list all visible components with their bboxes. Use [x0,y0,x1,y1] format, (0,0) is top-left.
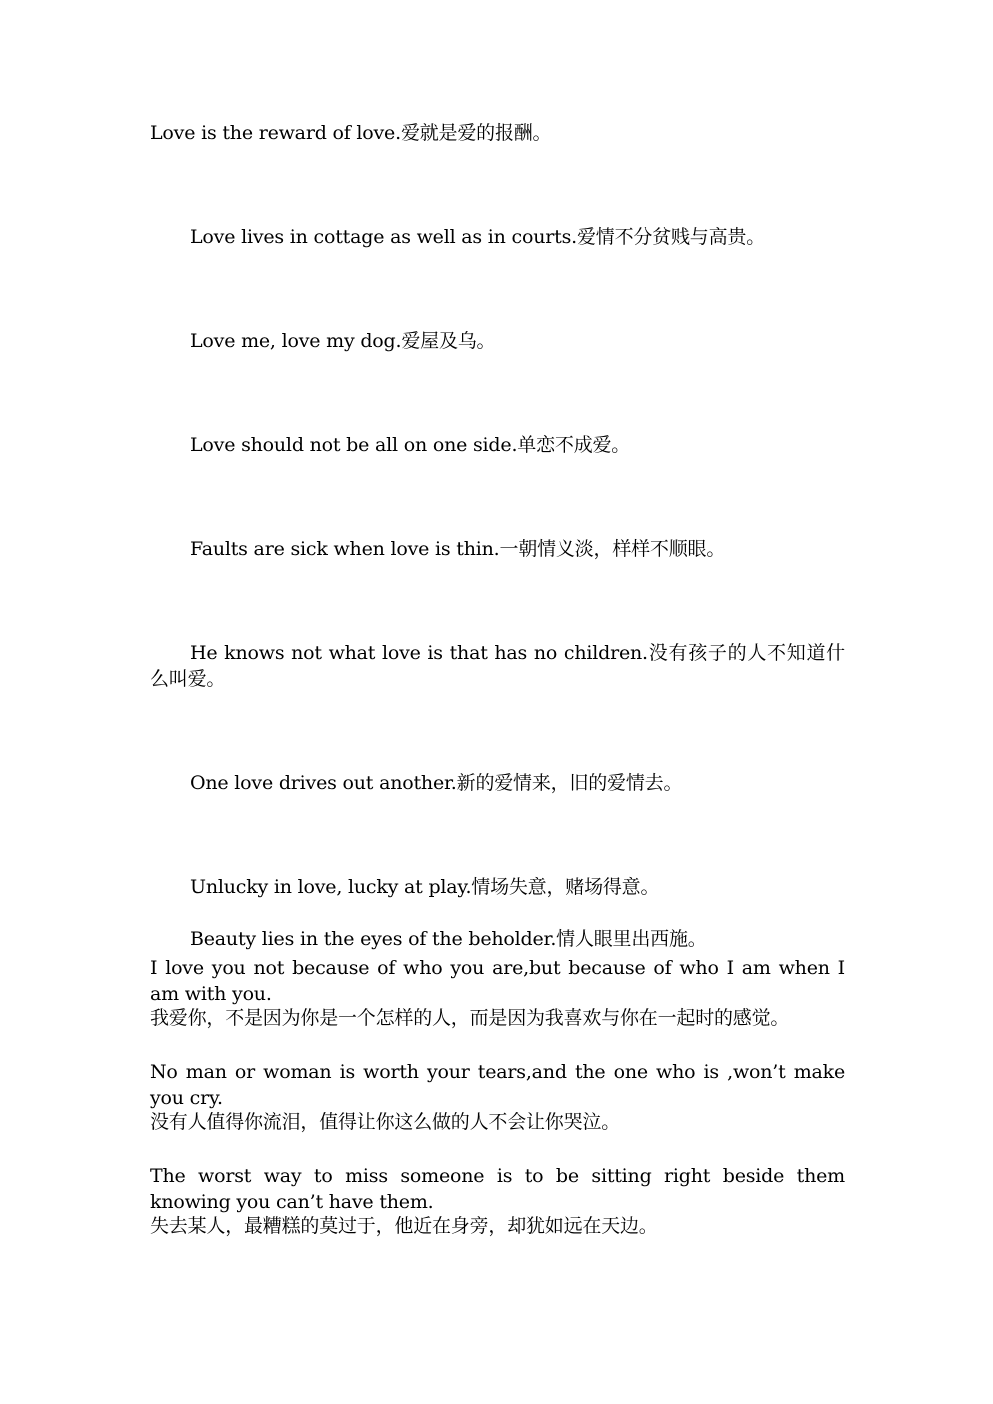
proverb-7 [190,770,845,796]
proverb-1-en: Love is the reward of love. [150,122,401,144]
quote-2-en: No man or woman is worth your tears,and the one who is ,won’t make you cry. [150,1061,845,1109]
proverb-9 [190,926,845,952]
proverb-8-cn: 情场失意，赌场得意。 [471,876,660,898]
proverb-5-en: Faults are sick when love is thin. [190,538,500,560]
proverb-6 [150,640,845,692]
proverb-9-cn: 情人眼里出西施。 [556,928,707,950]
proverb-5-cn: 一朝情义淡，样样不顺眼。 [499,538,726,560]
proverb-1 [150,120,845,146]
proverb-2-cn: 爱情不分贫贱与高贵。 [577,226,766,248]
quote-2-cn: 没有人值得你流泪，值得让你这么做的人不会让你哭泣。 [150,1111,621,1133]
proverb-2-en: Love lives in cottage as well as in courts. [190,226,577,248]
proverb-2 [190,224,845,250]
proverb-5 [190,536,845,562]
proverb-3-en: Love me, love my dog. [190,330,402,352]
proverb-9-en: Beauty lies in the eyes of the beholder. [190,928,557,950]
proverb-8-en: Unlucky in love, lucky at play. [190,876,472,898]
quote-3-en: The worst way to miss someone is to be sitting right beside them knowing you can’t have them. [150,1165,845,1213]
proverb-3-cn: 爱屋及乌。 [401,330,496,352]
proverb-4 [190,432,845,458]
proverb-7-cn: 新的爱情来，旧的爱情去。 [456,772,683,794]
proverb-1-cn: 爱就是爱的报酬。 [400,122,552,144]
proverb-6-en: He knows not what love is that has no children. [190,642,648,664]
proverb-4-en: Love should not be all on one side. [190,434,518,456]
quote-1-cn: 我爱你，不是因为你是一个怎样的人，而是因为我喜欢与你在一起时的感觉。 [150,1007,790,1029]
proverb-6-cn: 没有孩子的人不知道什么叫爱。 [150,642,845,690]
quote-3-cn: 失去某人，最糟糕的莫过于，他近在身旁，却犹如远在天边。 [150,1215,658,1237]
quote-1-en: I love you not because of who you are,but because of who I am when I am with you. [150,957,845,1005]
proverb-4-cn: 单恋不成爱。 [517,434,631,456]
proverb-3 [190,328,845,354]
proverb-8 [190,874,845,900]
proverb-7-en: One love drives out another. [190,772,457,794]
